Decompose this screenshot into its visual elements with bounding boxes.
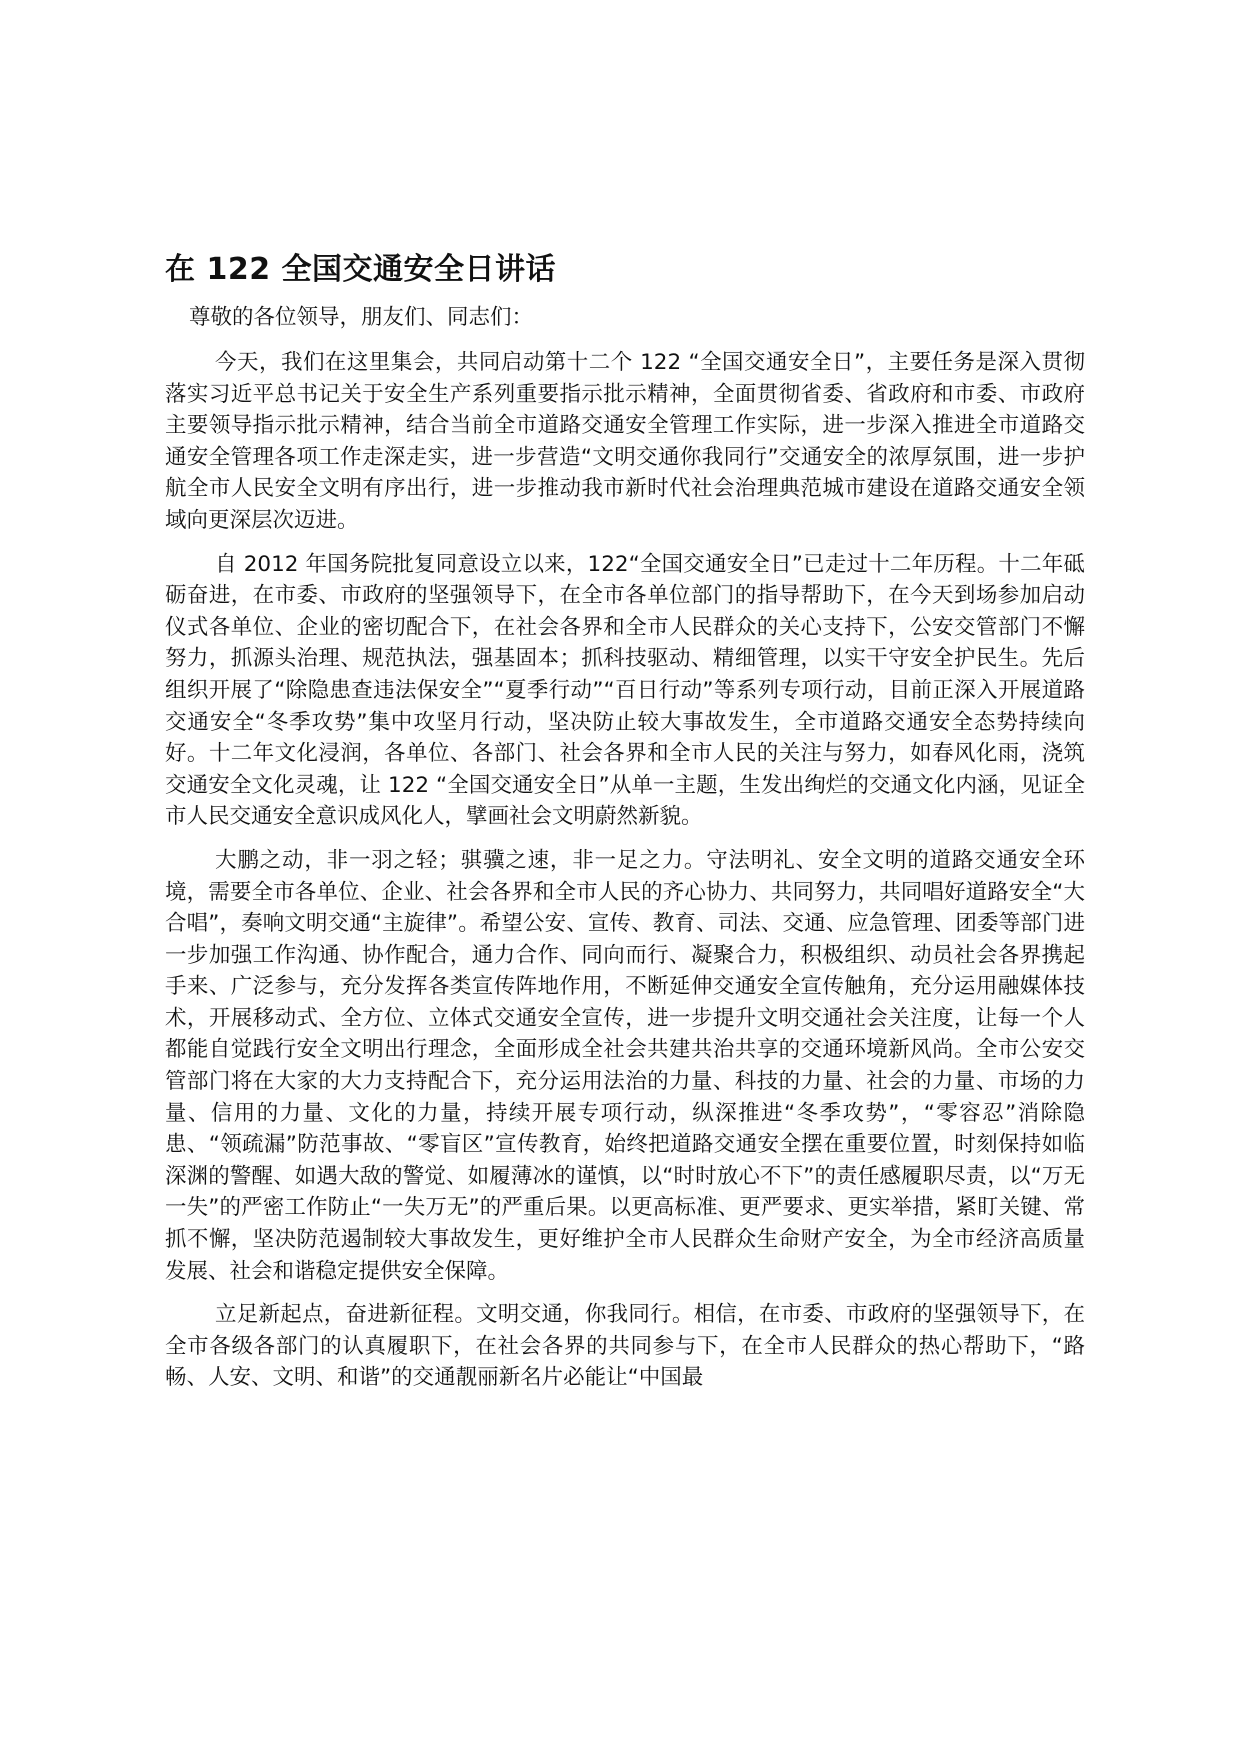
paragraph-3: 大鹏之动，非一羽之轻；骐骥之速，非一足之力。守法明礼、安全文明的道路交通安全环境，需要全市各单位、企业、社会各界和全市人民的齐心协力、共同努力，共同唱好道路安全“大合唱”，奏响文明交通“主旋律”。希望公安、宣传、教育、司法、交通、应急管理、团委等部门进一步加强工作沟通、协作配合，通力合作、同向而行、凝聚合力，积极组织、动员社会各界携起手来、广泛参与，充分发挥各类宣传阵地作用，不断延伸交通安全宣传触角，充分运用融媒体技术，开展移动式、全方位、立体式交通安全宣传，进一步提升文明交通社会关注度，让每一个人都能自觉践行安全文明出行理念，全面形成全社会共建共治共享的交通环境新风尚。全市公安交管部门将在大家的大力支持配合下，充分运用法治的力量、科技的力量、社会的力量、市场的力量、信用的力量、文化的力量，持续开展专项行动，纵深推进“冬季攻势”，“零容忍”消除隐患、“领疏漏”防范事故、“零盲区”宣传教育，始终把道路交通安全摆在重要位置，时刻保持如临深渊的警醒、如遇大敌的警觉、如履薄冰的谨慎，以“时时放心不下”的责任感履职尽责，以“万无一失”的严密工作防止“一失万无”的严重后果。以更高标准、更严要求、更实举措，紧盯关键、常抓不懈，坚决防范遏制较大事故发生，更好维护全市人民群众生命财产安全，为全市经济高质量发展、社会和谐稳定提供安全保障。 [165, 847, 1085, 1284]
paragraph-1: 今天，我们在这里集会，共同启动第十二个 122 “全国交通安全日”，主要任务是深入贯彻落实习近平总书记关于安全生产系列重要指示批示精神，全面贯彻省委、省政府和市委、市政府主要领导指示批示精神，结合当前全市道路交通安全管理工作实际，进一步深入推进全市道路交通安全管理各项工作走深走实，进一步营造“文明交通你我同行”交通安全的浓厚氛围，进一步护航全市人民安全文明有序出行，进一步推动我市新时代社会治理典范城市建设在道路交通安全领域向更深层次迈进。 [165, 350, 1085, 533]
document-title: 在 122 全国交通安全日讲话 [165, 252, 557, 287]
paragraph-4: 立足新起点，奋进新征程。文明交通，你我同行。相信，在市委、市政府的坚强领导下，在全市各级各部门的认真履职下，在社会各界的共同参与下，在全市人民群众的热心帮助下，“路畅、人安、文明、和谐”的交通靓丽新名片必能让“中国最 [165, 1302, 1085, 1391]
greeting-line: 尊敬的各位领导，朋友们、同志们： [189, 305, 534, 330]
document-page [165, 248, 1085, 1406]
paragraph-2: 自 2012 年国务院批复同意设立以来，122“全国交通安全日”已走过十二年历程。十二年砥砺奋进，在市委、市政府的坚强领导下，在全市各单位部门的指导帮助下，在今天到场参加启动仪式各单位、企业的密切配合下，在社会各界和全市人民群众的关心支持下，公安交管部门不懈努力，抓源头治理、规范执法，强基固本；抓科技驱动、精细管理，以实干守安全护民生。先后组织开展了“除隐患查违法保安全”“夏季行动”“百日行动”等系列专项行动，目前正深入开展道路交通安全“冬季攻势”集中攻坚月行动，坚决防止较大事故发生，全市道路交通安全态势持续向好。十二年文化浸润，各单位、各部门、社会各界和全市人民的关注与努力，如春风化雨，浇筑交通安全文化灵魂，让 122 “全国交通安全日”从单一主题，生发出绚烂的交通文化内涵，见证全市人民交通安全意识成风化人，擘画社会文明蔚然新貌。 [165, 551, 1085, 830]
